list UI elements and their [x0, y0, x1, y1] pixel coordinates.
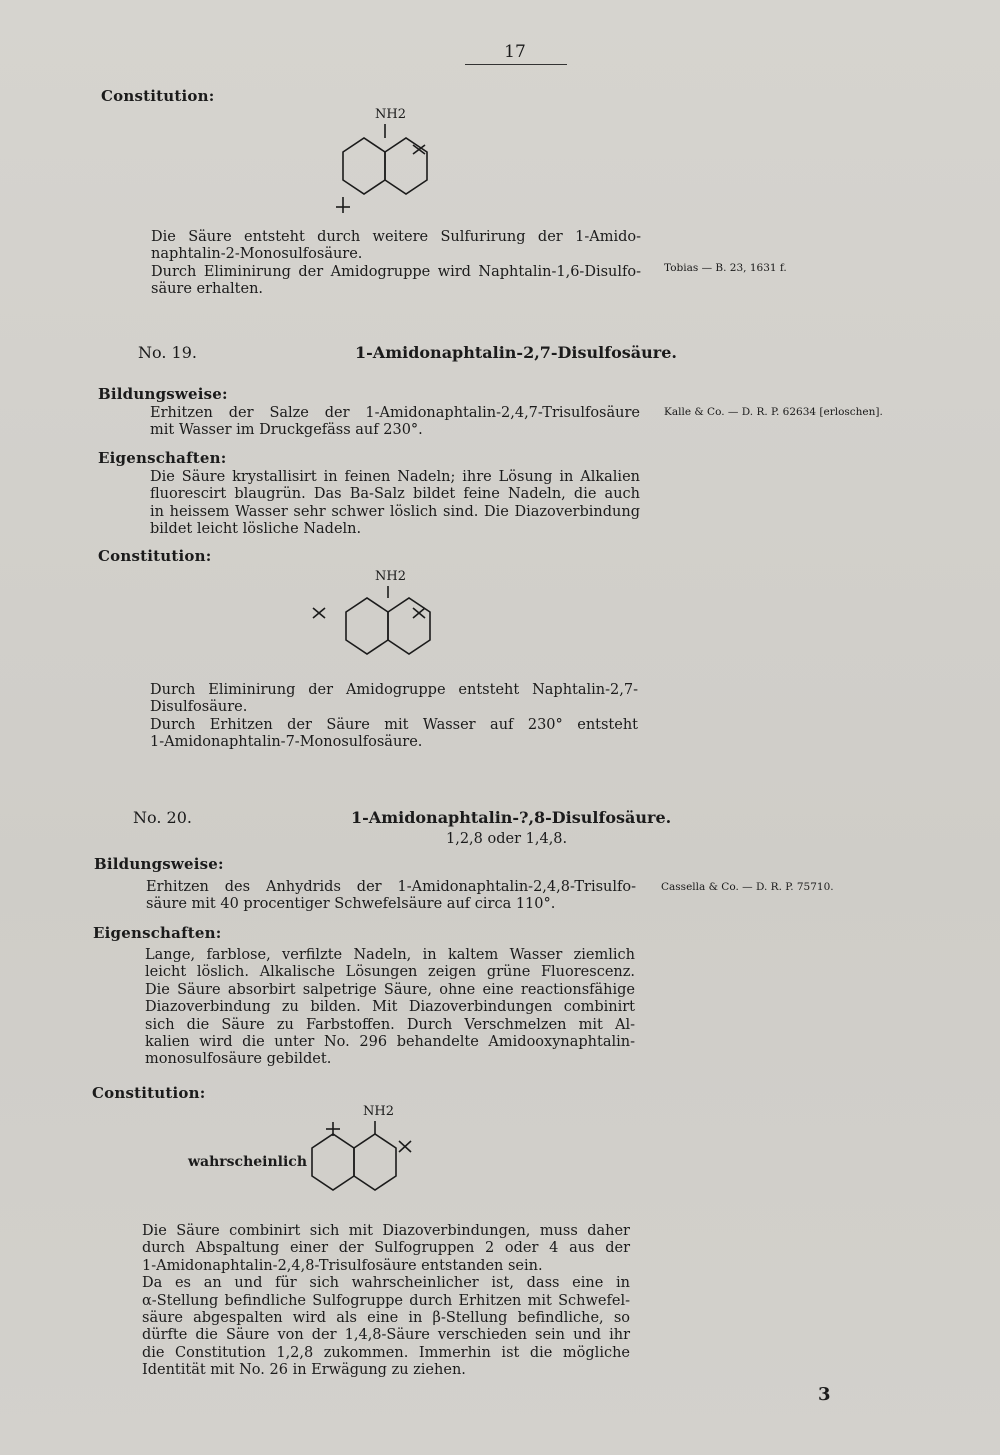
- nh2-label-1: NH2: [375, 107, 406, 122]
- after-text-20: [142, 1223, 630, 1380]
- text-line: säure mit 40 procentiger Schwefelsäure auf circa 110°.: [146, 896, 556, 913]
- constitution-label-19: Constitution:: [98, 547, 212, 565]
- text-line: leicht löslich. Alkalische Lösungen zeigen grüne Fluorescenz.: [145, 964, 635, 981]
- text-line: dürfte die Säure von der 1,4,8-Säure verschieden sein und ihr: [142, 1327, 630, 1344]
- text-line: durch Abspaltung einer der Sulfogruppen 2 oder 4 aus der: [142, 1240, 630, 1257]
- entry-title-20: 1-Amidonaphtalin-?,8-Disulfosäure.: [351, 808, 672, 827]
- text-line: bildet leicht lösliche Nadeln.: [150, 521, 362, 538]
- text-line: Durch Eliminirung der Amidogruppe entsteht Naphtalin-2,7-: [150, 682, 638, 698]
- signature-mark: 3: [818, 1384, 831, 1405]
- text-line: Disulfosäure.: [150, 699, 248, 716]
- page-number: 17: [504, 42, 526, 62]
- entry-subtitle-20: 1,2,8 oder 1,4,8.: [446, 831, 568, 847]
- text-line: säure erhalten.: [151, 281, 264, 298]
- text-line: säure abgespalten wird als eine in β-Stellung befindliche, so: [142, 1310, 630, 1327]
- text-line: Die Säure krystallisirt in feinen Nadeln; ihre Lösung in Alkalien: [150, 469, 640, 485]
- text-line: α-Stellung befindliche Sulfogruppe durch Erhitzen mit Schwefel-: [142, 1292, 630, 1309]
- text-line: Die Säure combinirt sich mit Diazoverbindungen, muss daher: [142, 1223, 630, 1239]
- text-line: Erhitzen des Anhydrids der 1-Amidonaphtalin-2,4,8-Trisulfo-: [146, 879, 636, 895]
- bildungsweise-label-20: Bildungsweise:: [94, 855, 224, 873]
- bildungsweise-label-19: Bildungsweise:: [98, 385, 228, 403]
- wahrscheinlich-label: wahrscheinlich: [188, 1154, 308, 1170]
- constitution-label-20: Constitution:: [92, 1084, 206, 1102]
- text-line: Durch Erhitzen der Säure mit Wasser auf 230° entsteht: [150, 716, 638, 733]
- text-line: 1-Amidonaphtalin-7-Monosulfosäure.: [150, 734, 423, 751]
- eigenschaften-label-19: Eigenschaften:: [98, 449, 227, 467]
- text-line: Diazoverbindung zu bilden. Mit Diazoverbindungen combinirt: [145, 999, 635, 1016]
- reference-cassella: Cassella & Co. — D. R. P. 75710.: [661, 881, 834, 893]
- text-line: Die Säure absorbirt salpetrige Säure, ohne eine reactionsfähige: [145, 981, 635, 998]
- text-line: Identität mit No. 26 in Erwägung zu ziehen.: [142, 1362, 466, 1379]
- text-line: Die Säure entsteht durch weitere Sulfurirung der 1-Amido-: [151, 229, 641, 245]
- nh2-label-3: NH2: [363, 1104, 394, 1119]
- text-line: naphtalin-2-Monosulfosäure.: [151, 246, 363, 263]
- text-line: die Constitution 1,2,8 zukommen. Immerhin ist die mögliche: [142, 1344, 630, 1361]
- reference-kalle: Kalle & Co. — D. R. P. 62634 [erloschen].: [664, 406, 883, 418]
- nh2-label-2: NH2: [375, 569, 406, 584]
- text-line: mit Wasser im Druckgefäss auf 230°.: [150, 422, 423, 439]
- text-line: in heissem Wasser sehr schwer löslich sind. Die Diazoverbindung: [150, 503, 640, 520]
- text-line: Erhitzen der Salze der 1-Amidonaphtalin-2,4,7-Trisulfosäure: [150, 405, 640, 421]
- entry-title-19: 1-Amidonaphtalin-2,7-Disulfosäure.: [355, 343, 677, 362]
- text-line: fluorescirt blaugrün. Das Ba-Salz bildet feine Nadeln, die auch: [150, 486, 640, 503]
- constitution-label-top: Constitution:: [101, 87, 215, 105]
- entry-number-20: No. 20.: [133, 808, 192, 827]
- text-line: 1-Amidonaphtalin-2,4,8-Trisulfosäure entstanden sein.: [142, 1257, 543, 1274]
- reference-tobias: Tobias — B. 23, 1631 f.: [664, 262, 787, 274]
- entry-number-19: No. 19.: [138, 343, 197, 362]
- text-line: sich die Säure zu Farbstoffen. Durch Verschmelzen mit Al-: [145, 1016, 635, 1033]
- eigenschaften-label-20: Eigenschaften:: [93, 924, 222, 942]
- text-line: monosulfosäure gebildet.: [145, 1051, 332, 1068]
- text-line: Lange, farblose, verfilzte Nadeln, in kaltem Wasser ziemlich: [145, 947, 635, 963]
- text-line: Durch Eliminirung der Amidogruppe wird Naphtalin-1,6-Disulfo-: [151, 263, 641, 280]
- text-line: kalien wird die unter No. 296 behandelte Amidooxynaphtalin-: [145, 1034, 635, 1051]
- text-line: Da es an und für sich wahrscheinlicher ist, dass eine in: [142, 1275, 630, 1292]
